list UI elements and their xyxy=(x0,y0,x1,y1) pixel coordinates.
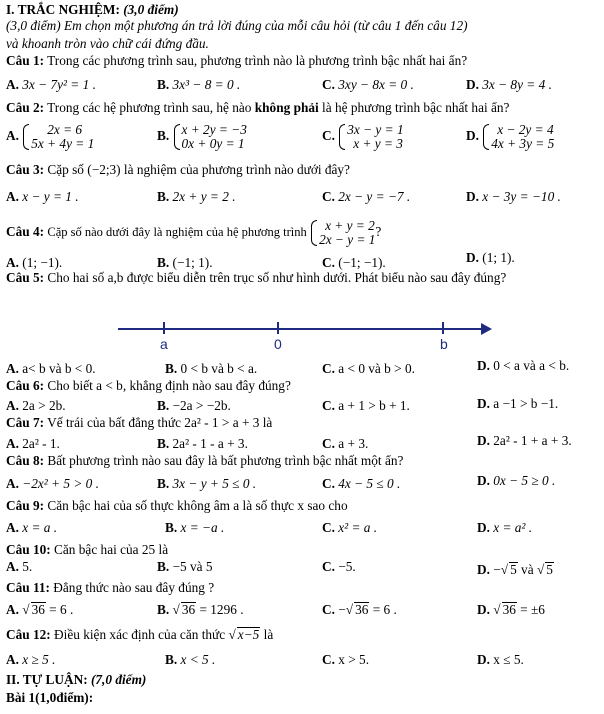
q10-option-c[interactable]: C. −5. xyxy=(322,559,356,574)
q5-option-b[interactable]: B. 0 < b và b < a. xyxy=(165,361,258,376)
q12-option-b[interactable]: B. x < 5 . xyxy=(165,652,216,667)
q6-option-d[interactable]: D. a −1 > b −1. xyxy=(477,396,559,411)
q9-option-b[interactable]: B. x = −a . xyxy=(165,520,225,535)
question-2: Câu 2: Trong các hệ phương trình sau, hệ nào không phải là hệ phương trình bậc nhất hai ẩn? xyxy=(6,100,510,115)
q2-option-c[interactable]: C. 3x − y = 1 x + y = 3 xyxy=(322,122,404,151)
q12-option-d[interactable]: D. x ≤ 5. xyxy=(477,652,524,667)
question-12: Câu 12: Điều kiện xác định của căn thức √ x−5 là xyxy=(6,627,274,642)
q1-option-d[interactable]: D. 3x − 8y = 4 . xyxy=(466,77,552,92)
number-line-label-0: 0 xyxy=(274,336,282,352)
q3-option-a[interactable]: A. x − y = 1 . xyxy=(6,189,79,204)
q11-option-d[interactable]: D. √ 36 = ±6 xyxy=(477,602,545,617)
q5-option-a[interactable]: A. a< b và b < 0. xyxy=(6,361,96,376)
number-line-label-b: b xyxy=(440,336,448,352)
number-line-tick-a xyxy=(163,322,165,334)
q10-option-b[interactable]: B. −5 và 5 xyxy=(157,559,213,574)
q4-option-c[interactable]: C. (−1; −1). xyxy=(322,255,386,270)
q6-option-a[interactable]: A. 2a > 2b. xyxy=(6,398,66,413)
question-7: Câu 7: Vế trái của bất đẳng thức 2a² - 1 > a + 3 là xyxy=(6,415,273,430)
q5-option-d[interactable]: D. 0 < a và a < b. xyxy=(477,358,570,373)
q3-option-d[interactable]: D. x − 3y = −10 . xyxy=(466,189,561,204)
number-line-label-a: a xyxy=(160,336,168,352)
q2-option-a[interactable]: A. 2x = 6 5x + 4y = 1 xyxy=(6,122,95,151)
q8-option-d[interactable]: D. 0x − 5 ≥ 0 . xyxy=(477,473,556,488)
section2-header: II. TỰ LUẬN: (7,0 điểm) xyxy=(6,672,147,687)
q2-option-d[interactable]: D. x − 2y = 4 4x + 3y = 5 xyxy=(466,122,555,151)
q6-option-c[interactable]: C. a + 1 > b + 1. xyxy=(322,398,410,413)
section1-header: I. TRẮC NGHIỆM: (3,0 điểm) xyxy=(6,2,179,17)
question-6: Câu 6: Cho biết a < b, khẳng định nào sau đây đúng? xyxy=(6,378,291,393)
section1-instruction-2: và khoanh tròn vào chữ cái đứng đầu. xyxy=(6,36,209,51)
question-8: Câu 8: Bất phương trình nào sau đây là bất phương trình bậc nhất một ẩn? xyxy=(6,453,404,468)
q11-option-a[interactable]: A. √ 36 = 6 . xyxy=(6,602,74,617)
q3-option-b[interactable]: B. 2x + y = 2 . xyxy=(157,189,236,204)
q7-option-b[interactable]: B. 2a² - 1 - a + 3. xyxy=(157,436,248,451)
q12-option-c[interactable]: C. x > 5. xyxy=(322,652,370,667)
question-5: Câu 5: Cho hai số a,b được biểu diễn trên trục số như hình dưới. Phát biểu nào sau đây đúng? xyxy=(6,270,507,285)
q7-option-d[interactable]: D. 2a² - 1 + a + 3. xyxy=(477,433,572,448)
question-11: Câu 11: Đẳng thức nào sau đây đúng ? xyxy=(6,580,215,595)
q12-option-a[interactable]: A. x ≥ 5 . xyxy=(6,652,56,667)
q2-option-b[interactable]: B. x + 2y = −3 0x + 0y = 1 xyxy=(157,122,247,151)
q9-option-a[interactable]: A. x = a . xyxy=(6,520,58,535)
q8-option-b[interactable]: B. 3x − y + 5 ≤ 0 . xyxy=(157,476,257,491)
q5-option-c[interactable]: C. a < 0 và b > 0. xyxy=(322,361,415,376)
question-9: Câu 9: Căn bậc hai của số thực không âm a là số thực x sao cho xyxy=(6,498,348,513)
number-line-tick-0 xyxy=(277,322,279,334)
q7-option-c[interactable]: C. a + 3. xyxy=(322,436,369,451)
number-line xyxy=(118,328,484,330)
section1-instruction-1: (3,0 điểm) Em chọn một phương án trả lời đúng của mỗi câu hỏi (từ câu 1 đến câu 12) xyxy=(6,18,468,33)
q4-option-a[interactable]: A. (1; −1). xyxy=(6,255,63,270)
q11-option-c[interactable]: C. −√ 36 = 6 . xyxy=(322,602,397,617)
q7-option-a[interactable]: A. 2a² - 1. xyxy=(6,436,60,451)
q9-option-d[interactable]: D. x = a² . xyxy=(477,520,533,535)
bai1-heading: Bài 1(1,0điểm): xyxy=(6,690,94,705)
q10-option-a[interactable]: A. 5. xyxy=(6,559,33,574)
q10-option-d[interactable]: D. −√ 5 và √ 5 xyxy=(477,562,553,577)
question-4: Câu 4: Cặp số nào dưới đây là nghiệm của hệ phương trình x + y = 2 2x − y = 1 ? xyxy=(6,217,382,247)
q8-option-a[interactable]: A. −2x² + 5 > 0 . xyxy=(6,476,99,491)
q6-option-b[interactable]: B. −2a > −2b. xyxy=(157,398,231,413)
q1-option-c[interactable]: C. 3xy − 8x = 0 . xyxy=(322,77,414,92)
q1-option-b[interactable]: B. 3x³ − 8 = 0 . xyxy=(157,77,241,92)
number-line-tick-b xyxy=(442,322,444,334)
q8-option-c[interactable]: C. 4x − 5 ≤ 0 . xyxy=(322,476,401,491)
question-1: Câu 1: Trong các phương trình sau, phương trình nào là phương trình bậc nhất hai ẩn? xyxy=(6,53,468,68)
question-10: Câu 10: Căn bậc hai của 25 là xyxy=(6,542,169,557)
q1-option-a[interactable]: A. 3x − 7y² = 1 . xyxy=(6,77,96,92)
question-3: Câu 3: Cặp số (−2;3) là nghiệm của phương trình nào dưới đây? xyxy=(6,162,350,177)
number-line-arrow-icon xyxy=(481,323,492,335)
q3-option-c[interactable]: C. 2x − y = −7 . xyxy=(322,189,411,204)
q9-option-c[interactable]: C. x² = a . xyxy=(322,520,378,535)
q4-option-b[interactable]: B. (−1; 1). xyxy=(157,255,213,270)
q11-option-b[interactable]: B. √ 36 = 1296 . xyxy=(157,602,244,617)
q4-option-d[interactable]: D. (1; 1). xyxy=(466,250,515,265)
